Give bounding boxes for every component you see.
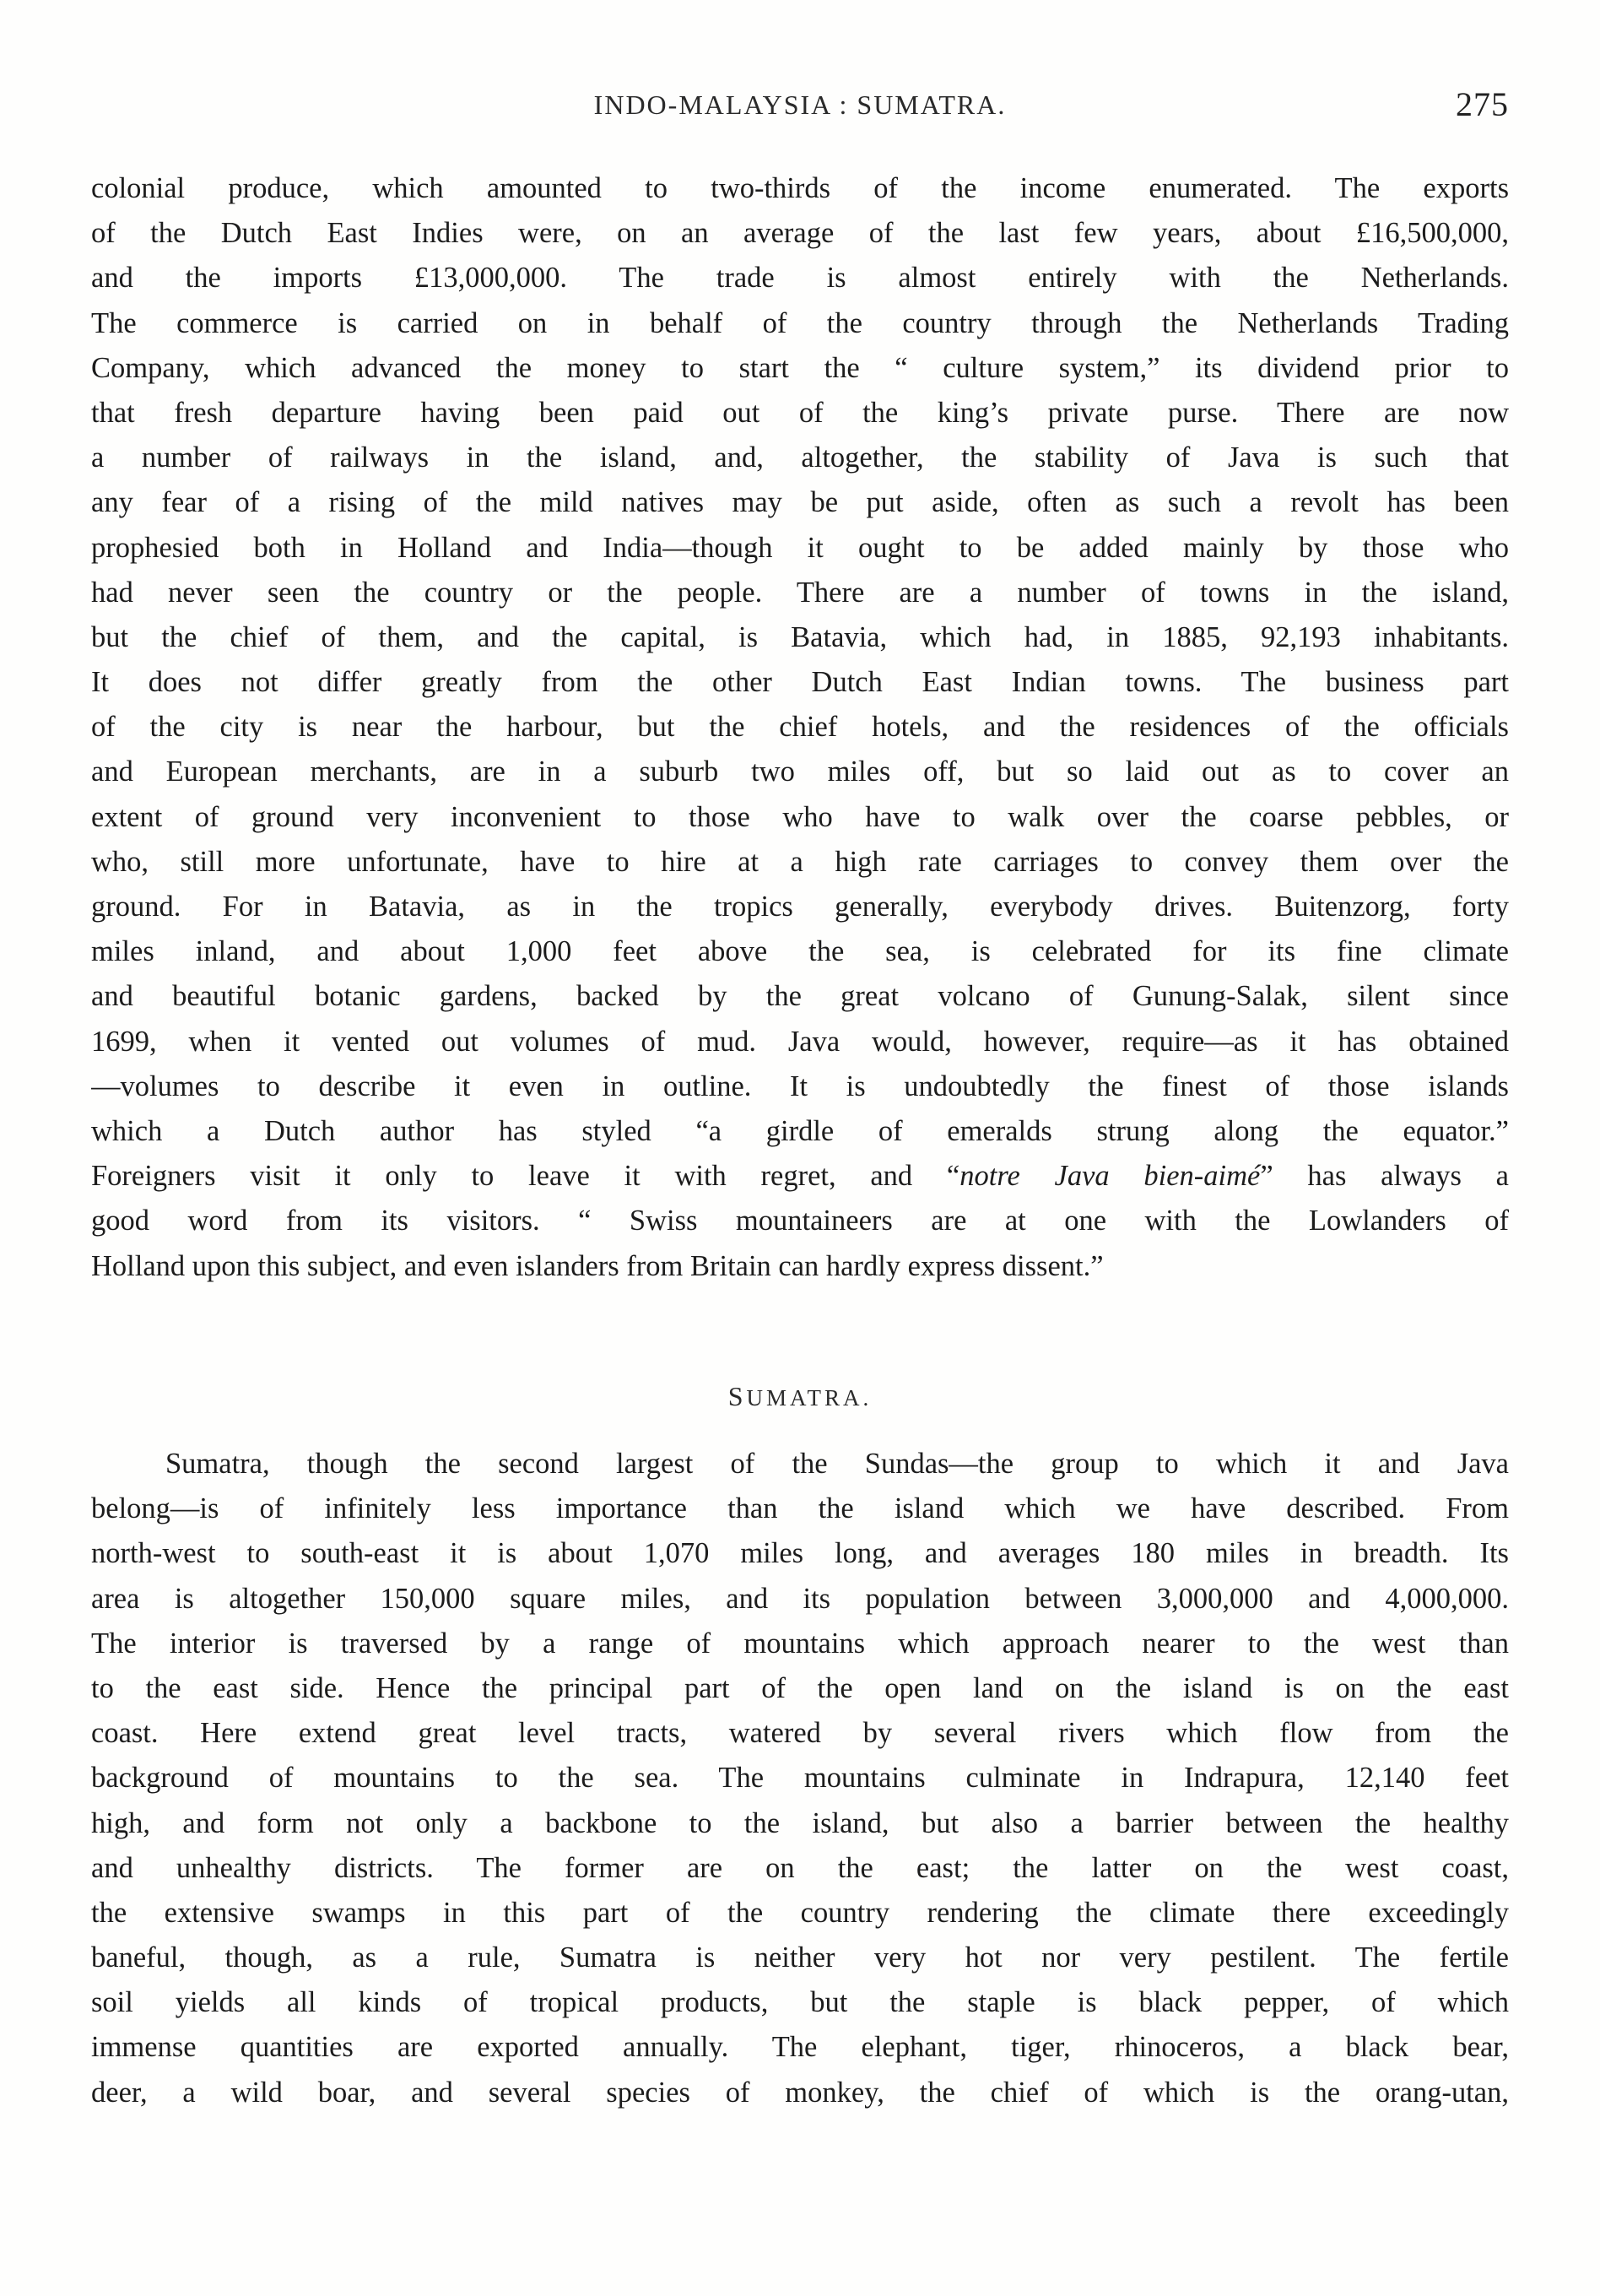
- text-line: of the Dutch East Indies were, on an average of the last few years, about £16,500,000,: [91, 217, 1509, 250]
- text-line: and the imports £13,000,000. The trade is almost entirely with the Netherlands.: [91, 262, 1509, 295]
- text-line: had never seen the country or the people. There are a number of towns in the island,: [91, 576, 1509, 609]
- running-head: [91, 84, 1509, 135]
- paragraph-java: [91, 166, 1509, 1289]
- text-line: deer, a wild boar, and several species of monkey, the chief of which is the orang-utan,: [91, 2076, 1509, 2109]
- text-line: 1699, when it vented out volumes of mud. Java would, however, require—as it has obtained: [91, 1025, 1509, 1058]
- text-line: coast. Here extend great level tracts, watered by several rivers which flow from the: [91, 1717, 1509, 1750]
- page-number: 275: [1456, 85, 1509, 123]
- text-line: immense quantities are exported annually. The elephant, tiger, rhinoceros, a black bear,: [91, 2031, 1509, 2064]
- line-segment: ” has always a: [1260, 1160, 1509, 1193]
- text-line: high, and form not only a backbone to the island, but also a barrier between the healthy: [91, 1806, 1509, 1839]
- running-title: INDO-MALAYSIA : SUMATRA.: [593, 89, 1007, 120]
- text-line: prophesied both in Holland and India—though it ought to be added mainly by those who: [91, 531, 1509, 564]
- text-line: good word from its visitors. “ Swiss mountaineers are at one with the Lowlanders of: [91, 1205, 1509, 1237]
- text-line: [91, 1154, 1509, 1199]
- text-line: a number of railways in the island, and, altogether, the stability of Java is such that: [91, 441, 1509, 474]
- text-line: and beautiful botanic gardens, backed by the great volcano of Gunung-Salak, silent since: [91, 980, 1509, 1013]
- text-line: baneful, though, as a rule, Sumatra is neither very hot nor very pestilent. The fertile: [91, 1941, 1509, 1974]
- text-line: miles inland, and about 1,000 feet above the sea, is celebrated for its fine climate: [91, 935, 1509, 968]
- text-line: north-west to south-east it is about 1,070 miles long, and averages 180 miles in breadth. Its: [91, 1537, 1509, 1570]
- text-line: area is altogether 150,000 square miles, and its population between 3,000,000 and 4,000,000.: [91, 1582, 1509, 1615]
- text-line: The commerce is carried on in behalf of the country through the Netherlands Trading: [91, 306, 1509, 339]
- paragraph-sumatra: [91, 1442, 1509, 2115]
- heading-rest: UMATRA.: [746, 1385, 873, 1411]
- text-line: of the city is near the harbour, but the chief hotels, and the residences of the officials: [91, 711, 1509, 744]
- text-line: background of mountains to the sea. The mountains culminate in Indrapura, 12,140 feet: [91, 1762, 1509, 1795]
- text-line: belong—is of infinitely less importance than the island which we have described. From: [91, 1492, 1509, 1525]
- text-line: which a Dutch author has styled “a girdle of emeralds strung along the equator.”: [91, 1114, 1509, 1147]
- text-line: Sumatra, though the second largest of the Sundas—the group to which it and Java: [165, 1448, 1509, 1480]
- line-segment: Foreigners visit it only to leave it with regret, and “: [91, 1160, 960, 1193]
- text-line: —volumes to describe it even in outline. It is undoubtedly the finest of those islands: [91, 1069, 1509, 1102]
- text-line: that fresh departure having been paid out of the king’s private purse. There are now: [91, 396, 1509, 429]
- text-line: but the chief of them, and the capital, is Batavia, which had, in 1885, 92,193 inhabitants.: [91, 620, 1509, 653]
- text-line: extent of ground very inconvenient to those who have to walk over the coarse pebbles, or: [91, 800, 1509, 833]
- text-line: colonial produce, which amounted to two-thirds of the income enumerated. The exports: [91, 172, 1509, 204]
- text-line: Holland upon this subject, and even islanders from Britain can hardly express dissent.”: [91, 1249, 1104, 1282]
- heading-initial: S: [727, 1381, 747, 1411]
- text-line: ground. For in Batavia, as in the tropics generally, everybody drives. Buitenzorg, forty: [91, 891, 1509, 923]
- text-line: The interior is traversed by a range of mountains which approach nearer to the west than: [91, 1627, 1509, 1660]
- text-line: the extensive swamps in this part of the country rendering the climate there exceedingly: [91, 1896, 1509, 1929]
- text-line: any fear of a rising of the mild natives may be put aside, often as such a revolt has been: [91, 486, 1509, 519]
- text-line: to the east side. Hence the principal part of the open land on the island is on the east: [91, 1671, 1509, 1704]
- text-line: who, still more unfortunate, have to hire at a high rate carriages to convey them over the: [91, 845, 1509, 878]
- text-line: and unhealthy districts. The former are on the east; the latter on the west coast,: [91, 1851, 1509, 1884]
- italic-phrase: notre Java bien-aimé: [959, 1160, 1261, 1193]
- text-line: and European merchants, are in a suburb two miles off, but so laid out as to cover an: [91, 755, 1509, 788]
- text-line: It does not differ greatly from the other Dutch East Indian towns. The business part: [91, 666, 1509, 699]
- text-line: Company, which advanced the money to start the “ culture system,” its dividend prior to: [91, 351, 1509, 384]
- section-heading: [91, 1381, 1509, 1412]
- text-line: soil yields all kinds of tropical products, but the staple is black pepper, of which: [91, 1986, 1509, 2019]
